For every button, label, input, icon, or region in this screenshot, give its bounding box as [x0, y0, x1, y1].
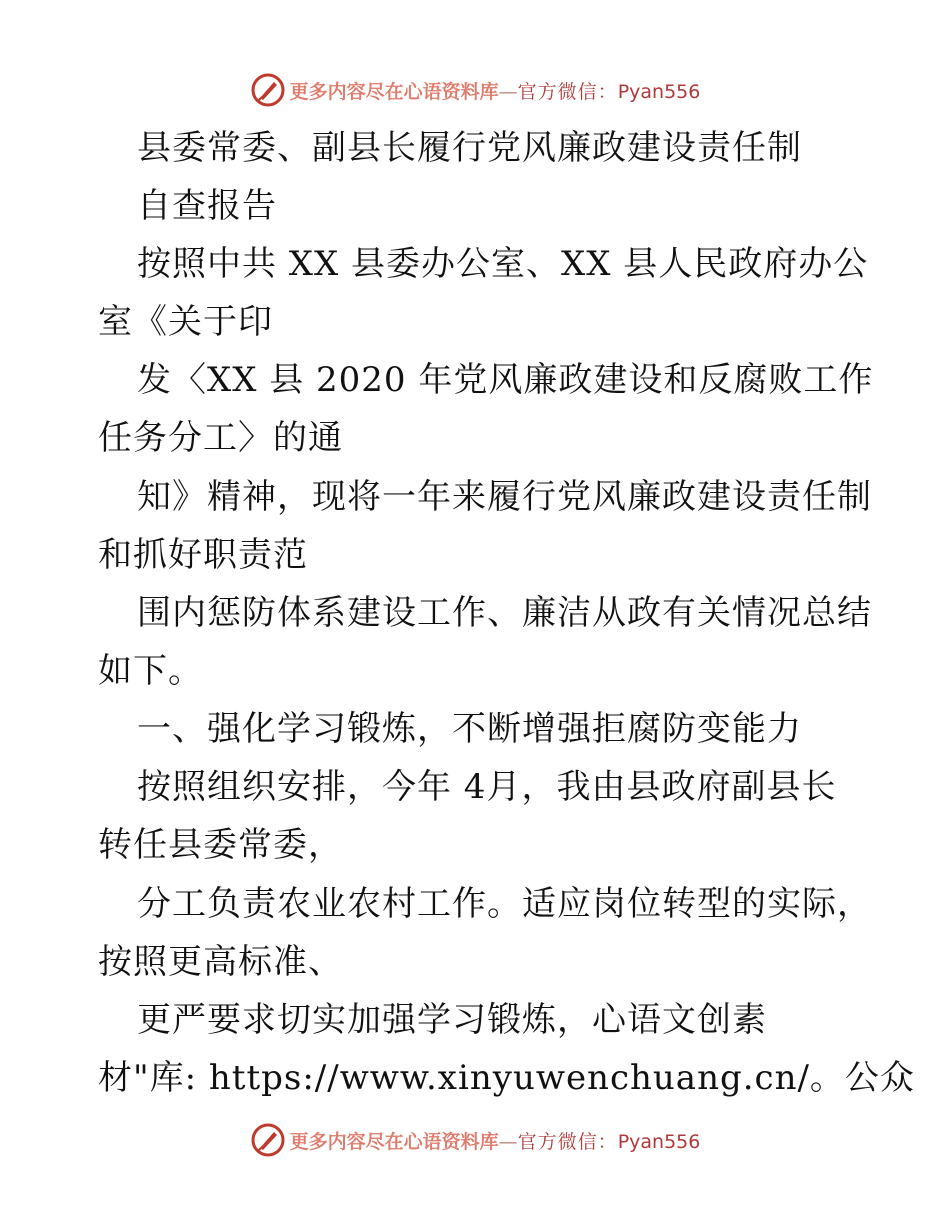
- paragraph-line: 材"库: https://www.xinyuwenchuang.cn/。公众: [98, 1058, 915, 1098]
- paragraph-line: 更严要求切实加强学习锻炼，心语文创素: [137, 1000, 767, 1040]
- paragraph-line: 分工负责农业农村工作。适应岗位转型的实际，: [137, 884, 872, 924]
- banner-sub-text: 官方微信：: [517, 1130, 618, 1153]
- paragraph-line: 按照组织安排，今年 4月，我由县政府副县长: [137, 767, 837, 807]
- banner-text: [290, 77, 701, 104]
- banner-separator: —: [498, 80, 518, 103]
- paragraph-line: 知》精神，现将一年来履行党风廉政建设责任制: [137, 477, 872, 517]
- section-heading: 一、强化学习锻炼，不断增强拒腐防变能力: [137, 709, 802, 749]
- banner-wechat-id: Pyan556: [617, 1130, 701, 1153]
- paragraph-line: 围内惩防体系建设工作、廉洁从政有关情况总结: [137, 593, 872, 633]
- paragraph-line: 按照中共 XX 县委办公室、XX 县人民政府办公: [137, 244, 869, 284]
- paragraph-line: 任务分工〉的通: [98, 418, 343, 458]
- paragraph-line: 发〈XX 县 2020 年党风廉政建设和反腐败工作: [137, 360, 874, 400]
- footer-banner: [0, 1120, 950, 1160]
- doc-title-line-1: 县委常委、副县长履行党风廉政建设责任制: [137, 128, 802, 168]
- doc-title-line-2: 自查报告: [137, 186, 277, 226]
- paragraph-line: 和抓好职责范: [98, 535, 308, 575]
- banner-main-text: 更多内容尽在心语资料库: [289, 80, 499, 103]
- banner-separator: —: [498, 1130, 518, 1153]
- paragraph-line: 室《关于印: [98, 302, 273, 342]
- quill-logo-icon: [250, 72, 286, 108]
- paragraph-line: 按照更高标准、: [98, 942, 343, 982]
- banner-main-text: 更多内容尽在心语资料库: [289, 1130, 499, 1153]
- paragraph-line: 如下。: [98, 651, 203, 691]
- paragraph-line: 转任县委常委，: [98, 825, 343, 865]
- banner-sub-text: 官方微信：: [517, 80, 618, 103]
- quill-logo-icon: [250, 1122, 286, 1158]
- header-banner: [0, 70, 950, 110]
- banner-wechat-id: Pyan556: [617, 80, 701, 103]
- banner-text: [290, 1127, 701, 1154]
